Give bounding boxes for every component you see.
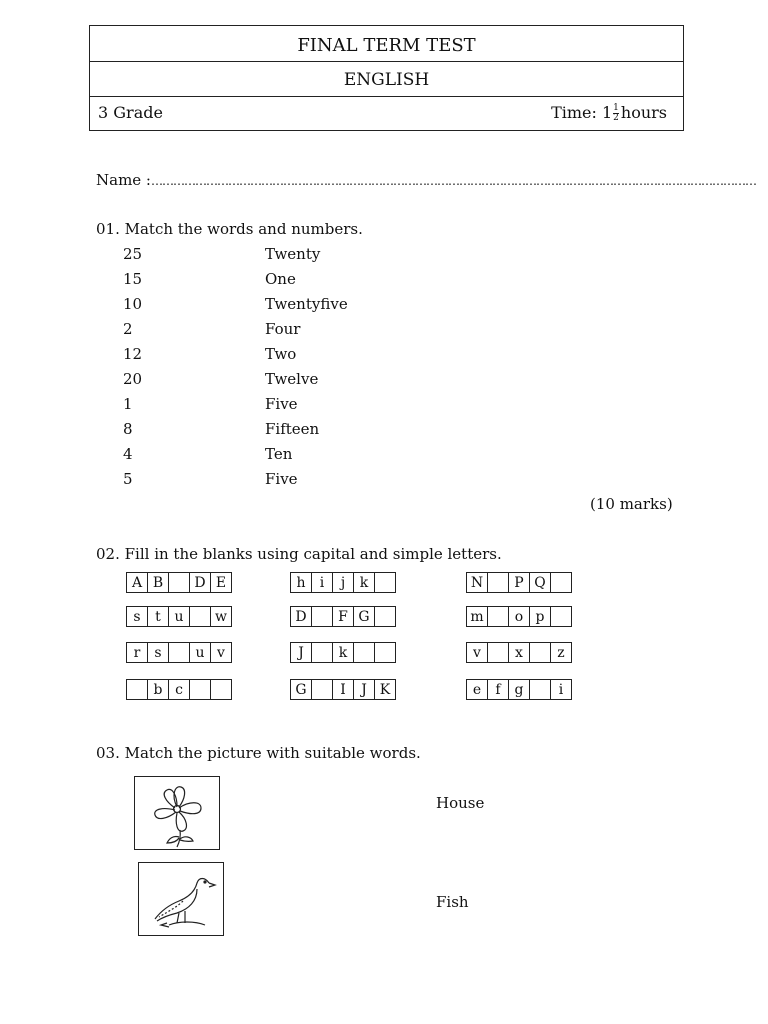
blank-letter-box[interactable] [126, 679, 148, 700]
q1-number: 8 [123, 420, 133, 438]
letter-box: r [126, 642, 148, 663]
letter-grid [466, 642, 572, 663]
letter-box: G [290, 679, 312, 700]
letter-box: D [189, 572, 211, 593]
letter-box: c [168, 679, 190, 700]
letter-box: v [210, 642, 232, 663]
letter-box: i [311, 572, 333, 593]
letter-grid [126, 642, 232, 663]
letter-box: B [147, 572, 169, 593]
letter-grid [126, 606, 232, 627]
fraction-denominator: 2 [613, 113, 619, 123]
blank-letter-box[interactable] [374, 606, 396, 627]
letter-box: s [147, 642, 169, 663]
letter-box: p [529, 606, 551, 627]
letter-grid [466, 606, 572, 627]
blank-letter-box[interactable] [168, 642, 190, 663]
subject-title: ENGLISH [90, 61, 683, 97]
letter-box: v [466, 642, 488, 663]
q3-title: 03. Match the picture with suitable words. [96, 744, 421, 762]
blank-letter-box[interactable] [487, 572, 509, 593]
letter-box: h [290, 572, 312, 593]
q1-number: 2 [123, 320, 133, 338]
letter-box: j [332, 572, 354, 593]
letter-box: F [332, 606, 354, 627]
bird-picture [138, 862, 224, 936]
letter-box: k [353, 572, 375, 593]
fraction-numerator: 1 [613, 103, 619, 113]
flower-picture [134, 776, 220, 850]
letter-box: k [332, 642, 354, 663]
letter-box: t [147, 606, 169, 627]
q1-number: 10 [123, 295, 143, 313]
letter-box: g [508, 679, 530, 700]
q1-word: Five [265, 470, 298, 488]
q1-word: One [265, 270, 296, 288]
blank-letter-box[interactable] [374, 642, 396, 663]
flower-icon [135, 777, 219, 849]
letter-box: J [290, 642, 312, 663]
letter-box: z [550, 642, 572, 663]
blank-letter-box[interactable] [550, 572, 572, 593]
q1-number: 25 [123, 245, 143, 263]
test-title: FINAL TERM TEST [90, 26, 683, 62]
q1-word: Twentyfive [265, 295, 348, 313]
blank-letter-box[interactable] [550, 606, 572, 627]
letter-box: A [126, 572, 148, 593]
letter-box: w [210, 606, 232, 627]
time-label: Time: 1 $\frac{1}{2}$ hours [551, 103, 667, 123]
letter-box: E [210, 572, 232, 593]
q2-title: 02. Fill in the blanks using capital and simple letters. [96, 545, 502, 563]
grade-time-row [90, 96, 683, 131]
letter-box: K [374, 679, 396, 700]
letter-box: s [126, 606, 148, 627]
blank-letter-box[interactable] [168, 572, 190, 593]
letter-grid [290, 572, 396, 593]
blank-letter-box[interactable] [353, 642, 375, 663]
q1-word: Ten [265, 445, 293, 463]
q1-number: 12 [123, 345, 143, 363]
time-unit: hours [620, 103, 667, 122]
blank-letter-box[interactable] [311, 642, 333, 663]
blank-letter-box[interactable] [487, 606, 509, 627]
blank-letter-box[interactable] [529, 642, 551, 663]
grade-label: 3 Grade [98, 103, 163, 122]
q1-number: 15 [123, 270, 143, 288]
q1-word: Twenty [265, 245, 321, 263]
q1-word: Four [265, 320, 301, 338]
letter-box: P [508, 572, 530, 593]
q3-word-house: House [436, 794, 485, 812]
letter-grid [126, 572, 232, 593]
letter-box: i [550, 679, 572, 700]
q1-number: 1 [123, 395, 133, 413]
blank-letter-box[interactable] [311, 679, 333, 700]
name-label: Name : [96, 171, 151, 189]
letter-box: I [332, 679, 354, 700]
letter-grid [290, 642, 396, 663]
letter-box: o [508, 606, 530, 627]
letter-box: e [466, 679, 488, 700]
letter-box: x [508, 642, 530, 663]
bird-icon [139, 863, 223, 935]
time-fraction [613, 104, 619, 123]
q1-word: Twelve [265, 370, 319, 388]
letter-box: m [466, 606, 488, 627]
q1-title: 01. Match the words and numbers. [96, 220, 363, 238]
q1-number: 5 [123, 470, 133, 488]
q1-number: 20 [123, 370, 143, 388]
header-box [89, 25, 684, 131]
letter-box: f [487, 679, 509, 700]
letter-box: u [168, 606, 190, 627]
letter-grid [126, 679, 232, 700]
blank-letter-box[interactable] [374, 572, 396, 593]
blank-letter-box[interactable] [189, 679, 211, 700]
blank-letter-box[interactable] [189, 606, 211, 627]
q1-word: Fifteen [265, 420, 320, 438]
letter-box: b [147, 679, 169, 700]
blank-letter-box[interactable] [311, 606, 333, 627]
blank-letter-box[interactable] [210, 679, 232, 700]
name-fill-dots: ………………………………………………………………………………………………………………………………………………… [151, 174, 756, 188]
letter-grid [290, 606, 396, 627]
letter-box: N [466, 572, 488, 593]
blank-letter-box[interactable] [529, 679, 551, 700]
letter-box: D [290, 606, 312, 627]
name-line [96, 171, 756, 189]
letter-grid [290, 679, 396, 700]
letter-grid [466, 679, 572, 700]
blank-letter-box[interactable] [487, 642, 509, 663]
letter-box: G [353, 606, 375, 627]
letter-box: Q [529, 572, 551, 593]
q1-marks: (10 marks) [590, 495, 673, 513]
time-whole: 1 [601, 103, 613, 122]
q1-word: Two [265, 345, 297, 363]
q1-word: Five [265, 395, 298, 413]
q1-number: 4 [123, 445, 133, 463]
q3-word-fish: Fish [436, 893, 469, 911]
letter-grid [466, 572, 572, 593]
letter-box: J [353, 679, 375, 700]
letter-box: u [189, 642, 211, 663]
